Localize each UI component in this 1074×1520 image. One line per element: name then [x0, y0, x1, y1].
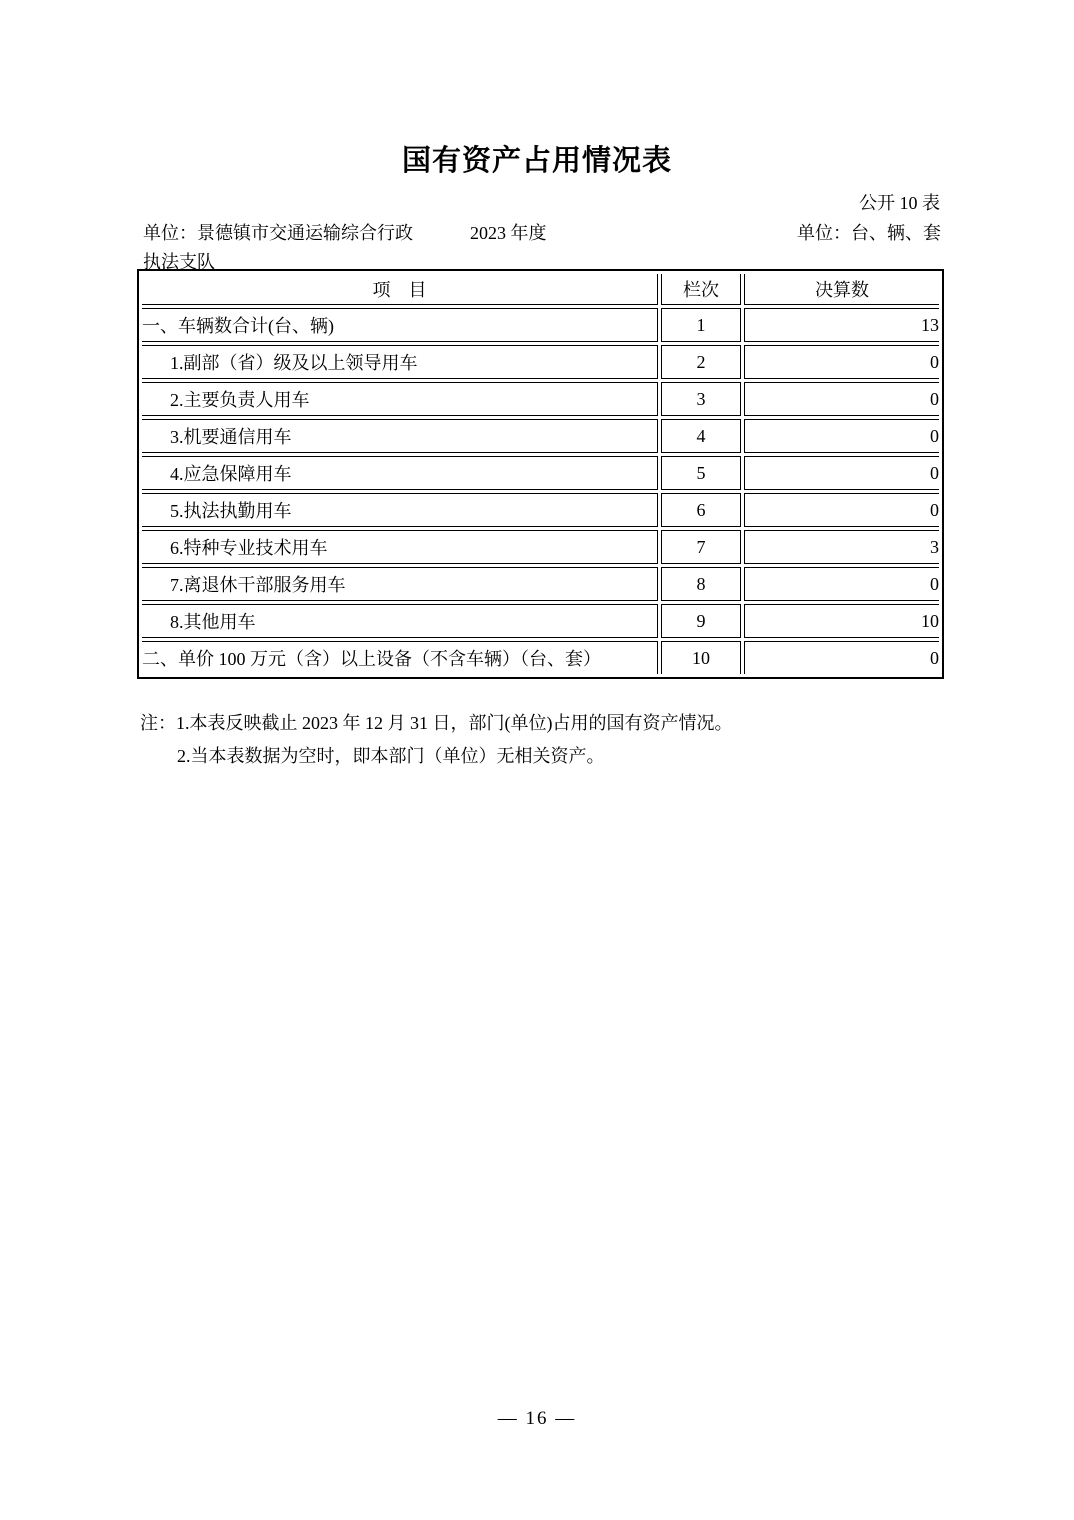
column-index: 8 — [661, 567, 741, 601]
table-header-row — [142, 274, 939, 305]
measurement-unit-label: 单位：台、辆、套 — [797, 223, 941, 243]
final-account-value: 0 — [744, 567, 939, 601]
page-title: 国有资产占用情况表 — [401, 145, 672, 177]
item-label: 3.机要通信用车 — [142, 419, 658, 453]
table-row — [142, 308, 939, 342]
column-index: 6 — [661, 493, 741, 527]
item-label: 6.特种专业技术用车 — [142, 530, 658, 564]
item-label: 8.其他用车 — [142, 604, 658, 638]
final-account-value: 0 — [744, 493, 939, 527]
note-line-2: 2.当本表数据为空时，即本部门（单位）无相关资产。 — [177, 746, 605, 766]
department-name-line2: 执法支队 — [143, 252, 215, 272]
item-label: 7.离退休干部服务用车 — [142, 567, 658, 601]
column-index: 9 — [661, 604, 741, 638]
column-index: 2 — [661, 345, 741, 379]
column-index: 5 — [661, 456, 741, 490]
final-account-value: 0 — [744, 382, 939, 416]
item-label: 4.应急保障用车 — [142, 456, 658, 490]
final-account-value: 3 — [744, 530, 939, 564]
table-row — [142, 382, 939, 416]
final-account-value: 0 — [744, 419, 939, 453]
final-account-value: 0 — [744, 456, 939, 490]
column-index: 4 — [661, 419, 741, 453]
table-row — [142, 493, 939, 527]
item-label: 5.执法执勤用车 — [142, 493, 658, 527]
table-row — [142, 604, 939, 638]
column-index: 10 — [661, 641, 741, 674]
column-header-value: 决算数 — [744, 274, 939, 305]
final-account-value: 0 — [744, 641, 939, 674]
column-index: 1 — [661, 308, 741, 342]
column-index: 7 — [661, 530, 741, 564]
table-row — [142, 567, 939, 601]
page-number: — 16 — — [497, 1408, 577, 1429]
final-account-value: 13 — [744, 308, 939, 342]
item-label: 1.副部（省）级及以上领导用车 — [142, 345, 658, 379]
public-table-number-label: 公开 10 表 — [859, 193, 940, 213]
department-name-line1: 单位：景德镇市交通运输综合行政 — [143, 223, 413, 243]
item-label: 一、车辆数合计(台、辆) — [142, 308, 658, 342]
column-header-item: 项 目 — [142, 274, 658, 305]
final-account-value: 10 — [744, 604, 939, 638]
table-row — [142, 419, 939, 453]
table-row — [142, 345, 939, 379]
fiscal-year-label: 2023 年度 — [470, 223, 547, 243]
column-header-index: 栏次 — [661, 274, 741, 305]
table-row — [142, 456, 939, 490]
column-index: 3 — [661, 382, 741, 416]
asset-occupation-table — [137, 269, 944, 679]
item-label: 2.主要负责人用车 — [142, 382, 658, 416]
table-meta-row — [137, 219, 943, 275]
table-row — [142, 641, 939, 674]
table-notes — [140, 707, 733, 773]
item-label: 二、单价 100 万元（含）以上设备（不含车辆）（台、套） — [142, 641, 658, 674]
note-line-1: 注：1.本表反映截止 2023 年 12 月 31 日，部门(单位)占用的国有资产情况。 — [140, 713, 733, 733]
final-account-value: 0 — [744, 345, 939, 379]
table-row — [142, 530, 939, 564]
